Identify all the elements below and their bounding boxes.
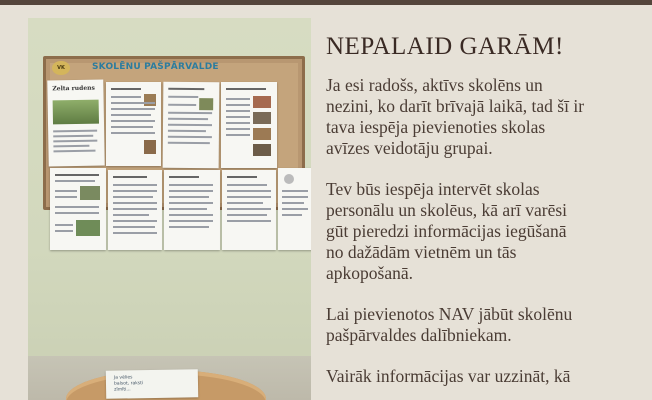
paragraph-requirement: Lai pievienotos NAV jābūt skolēnu pašpārvaldes dalībniekam. xyxy=(326,304,573,345)
paragraph-opportunities: Tev būs iespēja intervēt skolas personālu un skolēus, kā arī varēsi gūt pieredzi informācijas iegūšanā no dažādām vietnēm un tās apkopošanā. xyxy=(326,179,568,283)
board-logo: VK xyxy=(52,61,70,75)
headline: NEPALAID GARĀM! xyxy=(326,33,564,60)
announcement-text xyxy=(326,33,644,387)
newsletter-page xyxy=(278,168,311,250)
newsletter-page xyxy=(222,170,276,250)
newsletter-page xyxy=(47,80,104,167)
paragraph-more-info: Vairāk informācijas var uzzināt, kā xyxy=(326,366,571,386)
bulletin-board-photo xyxy=(28,18,311,400)
table-note-text: Ja vēlies balsot, raksti zīmīti... xyxy=(113,375,144,393)
newsletter-page xyxy=(221,82,277,168)
top-border-bar xyxy=(0,0,652,5)
table-note xyxy=(106,369,198,399)
newsletter-page xyxy=(164,170,220,250)
newsletter-page xyxy=(163,82,220,168)
newsletter-page xyxy=(50,168,106,250)
newsletter-page xyxy=(108,170,162,250)
newsletter-heading: Zelta rudens xyxy=(52,84,95,93)
board-title: SKOLĒNU PAŠPĀRVALDE xyxy=(92,62,219,72)
paragraph-intro: Ja esi radošs, aktīvs skolēns un nezini, ko darīt brīvajā laikā, tad šī ir tava iespēja pievienoties skolas avīzes veidotāju grupai. xyxy=(326,75,585,158)
newsletter-page xyxy=(106,82,161,166)
